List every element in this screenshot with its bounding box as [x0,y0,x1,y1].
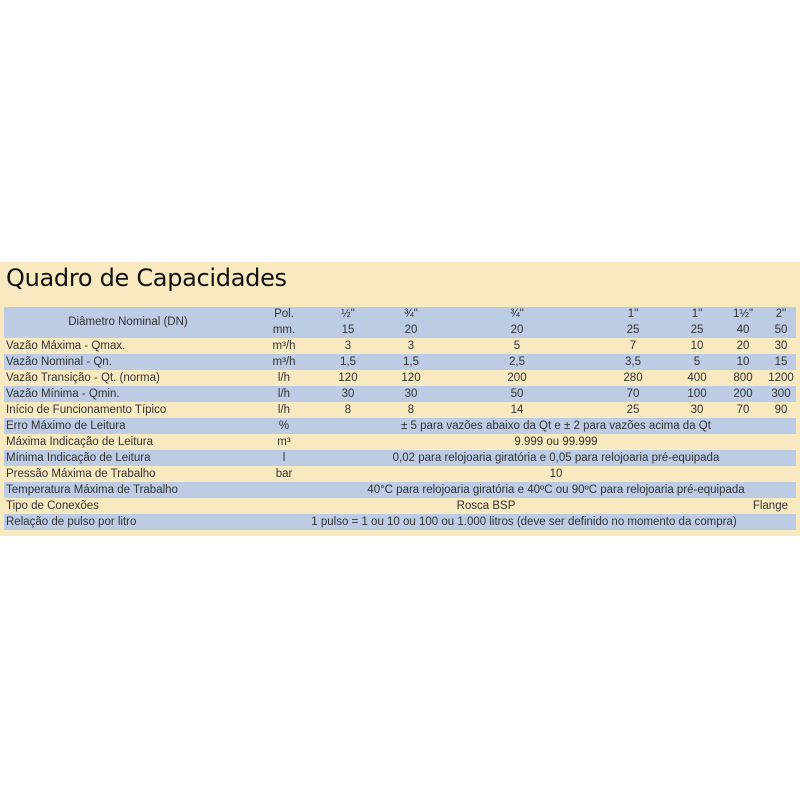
header-mm-cell: 15 [316,322,380,338]
header-pol-cell: ¾" [442,307,592,322]
value-cell: 30 [316,386,380,402]
header-mm-cell: 20 [442,322,592,338]
table-row [4,338,796,354]
row-label: Temperatura Máxima de Trabalho [4,482,252,498]
spanned-value: 0,02 para relojoaria giratória e 0,05 para relojoaria pré-equipada [316,450,796,466]
table-row [4,498,796,514]
header-pol-cell: 1" [592,307,674,322]
value-cell: 2,5 [442,354,592,370]
table-row [4,418,796,434]
row-label: Erro Máximo de Leitura [4,418,252,434]
value-cell: 5 [442,338,592,354]
value-cell: 8 [316,402,380,418]
value-cell: 100 [674,386,720,402]
value-cell: 300 [766,386,796,402]
value-cell: 30 [674,402,720,418]
header-mm-cell: 25 [592,322,674,338]
row-unit: m³/h [252,354,316,370]
header-mm-cell: 50 [766,322,796,338]
row-label: Vazão Mínima - Qmin. [4,386,252,402]
value-cell: 90 [766,402,796,418]
row-label: Mínima Indicação de Leitura [4,450,252,466]
value-cell: 5 [674,354,720,370]
value-cell: 120 [316,370,380,386]
value-cell: 1,5 [316,354,380,370]
value-cell: 70 [592,386,674,402]
value-cell: 10 [720,354,766,370]
header-pol-cell: ¾" [380,307,442,322]
value-cell: 1,5 [380,354,442,370]
value-cell: 10 [674,338,720,354]
value-cell: 3,5 [592,354,674,370]
value-cell: 3 [380,338,442,354]
table-title: Quadro de Capacidades [6,264,287,292]
value-cell: 3 [316,338,380,354]
value-cell: 14 [442,402,592,418]
table-row [4,370,796,386]
table-row [4,402,796,418]
spanned-value: 9.999 ou 99.999 [316,434,796,450]
header-mm-cell: 40 [720,322,766,338]
value-cell: 15 [766,354,796,370]
table-row [4,450,796,466]
value-cell: 120 [380,370,442,386]
value-cell: 800 [720,370,766,386]
row-unit: m³/h [252,338,316,354]
capacity-table [4,307,796,530]
row-unit: bar [252,466,316,482]
value-cell: 400 [674,370,720,386]
header-pol-cell: 2" [766,307,796,322]
value-cell: 70 [720,402,766,418]
value-cell: 25 [592,402,674,418]
table-row [4,466,796,482]
value-cell: 50 [442,386,592,402]
row-unit: % [252,418,316,434]
table-row [4,386,796,402]
value-cell: 200 [442,370,592,386]
header-label: Diâmetro Nominal (DN) [4,307,252,338]
value-cell: 30 [766,338,796,354]
header-pol-cell: ½" [316,307,380,322]
value-cell: 7 [592,338,674,354]
value-cell: 200 [720,386,766,402]
row-label: Vazão Nominal - Qn. [4,354,252,370]
value-cell: 8 [380,402,442,418]
header-mm-cell: 20 [380,322,442,338]
value-cell: 30 [380,386,442,402]
table-row [4,514,796,530]
row-unit: m³ [252,434,316,450]
row-label: Início de Funcionamento Típico [4,402,252,418]
thread-connection-value: Rosca BSP [252,498,720,514]
value-cell: 280 [592,370,674,386]
value-cell: 20 [720,338,766,354]
row-unit: l/h [252,370,316,386]
spanned-value: 1 pulso = 1 ou 10 ou 100 ou 1.000 litros (deve ser definido no momento da compra) [252,514,796,530]
row-label: Vazão Transição - Qt. (norma) [4,370,252,386]
header-mm-cell: 25 [674,322,720,338]
header-pol-cell: 1" [674,307,720,322]
header-row-pol [4,307,796,322]
header-unit-mm: mm. [252,322,316,338]
flange-connection-value: Flange [720,498,796,514]
value-cell: 1200 [766,370,796,386]
spanned-value: ± 5 para vazões abaixo da Qt e ± 2 para vazões acima da Qt [316,418,796,434]
table-row [4,434,796,450]
capacity-panel [0,262,800,536]
row-label: Vazão Máxima - Qmax. [4,338,252,354]
row-unit: l/h [252,402,316,418]
row-unit: l/h [252,386,316,402]
row-label: Tipo de Conexões [4,498,252,514]
table-row [4,354,796,370]
spanned-value: 40°C para relojoaria giratória e 40ºC ou 90ºC para relojoaria pré-equipada [316,482,796,498]
row-label: Relação de pulso por litro [4,514,252,530]
row-label: Máxima Indicação de Leitura [4,434,252,450]
header-unit-pol: Pol. [252,307,316,322]
spanned-value: 10 [316,466,796,482]
header-pol-cell: 1½" [720,307,766,322]
row-unit [252,482,316,498]
table-row [4,482,796,498]
row-unit: l [252,450,316,466]
row-label: Pressão Máxima de Trabalho [4,466,252,482]
